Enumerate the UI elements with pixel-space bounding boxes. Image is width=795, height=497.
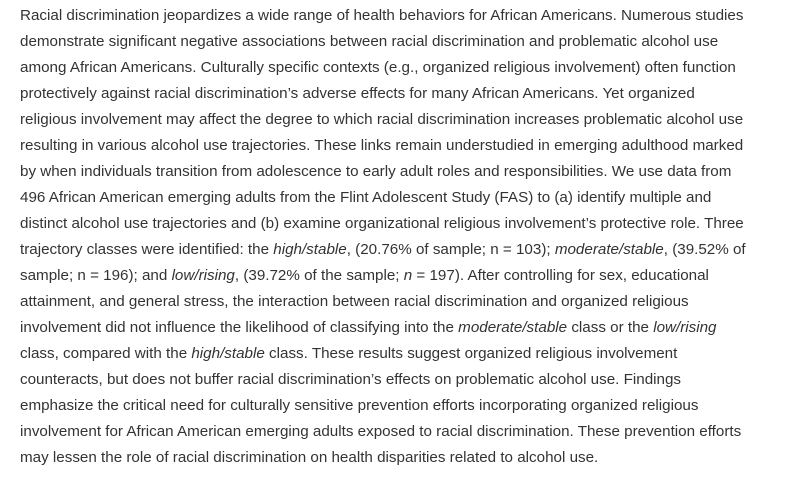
text-segment: = 197). After controlling for sex, educational	[412, 267, 709, 284]
abstract-line	[20, 315, 792, 341]
text-segment: , (39.72% of the sample;	[234, 267, 404, 284]
abstract-line	[20, 445, 792, 471]
italic-term: n	[403, 267, 413, 284]
abstract-line	[20, 29, 792, 55]
text-segment: may lessen the role of racial discrimination on health disparities related to alcohol use.	[20, 449, 599, 466]
italic-term: high/stable	[191, 345, 265, 362]
abstract-line	[20, 81, 792, 107]
text-segment: trajectory classes were identified: the	[20, 241, 274, 258]
abstract-paragraph	[20, 3, 792, 471]
abstract-line	[20, 3, 792, 29]
text-segment: involvement did not influence the likelihood of classifying into the	[20, 319, 459, 336]
abstract-line	[20, 263, 792, 289]
text-segment: , (39.52% of	[663, 241, 746, 258]
text-segment: protectively against racial discrimination’s adverse effects for many African Americans. Yet organized	[20, 85, 695, 102]
italic-term: high/stable	[273, 241, 347, 258]
italic-term: low/rising	[653, 319, 717, 336]
abstract-line	[20, 55, 792, 81]
text-segment: class. These results suggest organized religious involvement	[264, 345, 678, 362]
abstract-line	[20, 133, 792, 159]
text-segment: , (20.76% of sample; n = 103);	[346, 241, 555, 258]
text-segment: counteracts, but does not buffer racial discrimination’s effects on problematic alcohol use. Findings	[20, 371, 682, 388]
text-segment: sample; n = 196); and	[20, 267, 172, 284]
abstract-line	[20, 419, 792, 445]
abstract-line	[20, 367, 792, 393]
abstract-line	[20, 341, 792, 367]
text-segment: demonstrate significant negative associations between racial discrimination and problematic alcohol use	[20, 33, 719, 50]
abstract-line	[20, 393, 792, 419]
italic-term: moderate/stable	[458, 319, 568, 336]
text-segment: Racial discrimination jeopardizes a wide range of health behaviors for African Americans. Numerous studies	[20, 7, 744, 24]
text-segment: class, compared with the	[20, 345, 192, 362]
abstract-line	[20, 107, 792, 133]
text-segment: involvement for African American emerging adults exposed to racial discrimination. These prevention efforts	[20, 423, 742, 440]
text-segment: distinct alcohol use trajectories and (b) examine organizational religious involvement’s protective role. Three	[20, 215, 744, 232]
italic-term: moderate/stable	[554, 241, 664, 258]
text-segment: emphasize the critical need for culturally sensitive prevention efforts incorporating organized religious	[20, 397, 699, 414]
text-segment: religious involvement may affect the degree to which racial discrimination increases problematic alcohol use	[20, 111, 744, 128]
italic-term: low/rising	[171, 267, 235, 284]
text-segment: resulting in various alcohol use trajectories. These links remain understudied in emerging adulthood marked	[20, 137, 744, 154]
abstract-line	[20, 289, 792, 315]
text-segment: attainment, and general stress, the interaction between racial discrimination and organized religious	[20, 293, 689, 310]
abstract-line	[20, 185, 792, 211]
abstract-line	[20, 211, 792, 237]
text-segment: among African Americans. Culturally specific contexts (e.g., organized religious involvement) often function	[20, 59, 736, 76]
abstract-line	[20, 159, 792, 185]
abstract-line	[20, 237, 792, 263]
text-segment: class or the	[567, 319, 654, 336]
text-segment: 496 African American emerging adults from the Flint Adolescent Study (FAS) to (a) identify multiple and	[20, 189, 712, 206]
text-segment: by when individuals transition from adolescence to early adult roles and responsibilities. We use data from	[20, 163, 732, 180]
